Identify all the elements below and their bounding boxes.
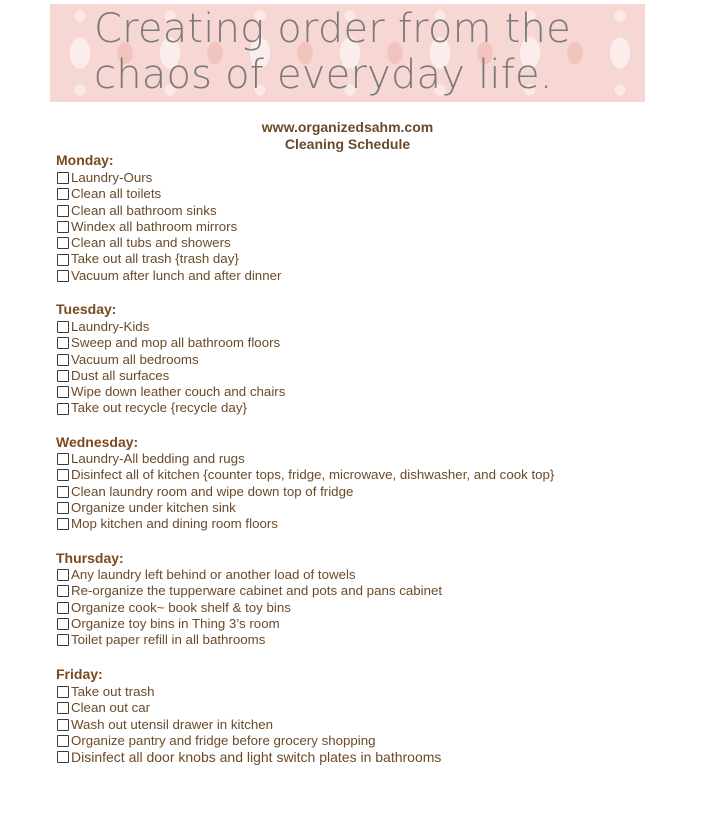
checkbox-icon[interactable] [57,469,69,481]
checkbox-icon[interactable] [57,518,69,530]
checkbox-icon[interactable] [57,321,69,333]
task-label: Re-organize the tupperware cabinet and pots and pans cabinet [71,583,443,599]
task-item [56,219,281,235]
task-item [56,467,554,483]
checkbox-icon[interactable] [57,634,69,646]
checkbox-icon[interactable] [57,486,69,498]
task-label: Take out all trash {trash day} [71,251,239,267]
day-heading-tuesday: Tuesday: [56,301,117,317]
task-label: Disinfect all of kitchen {counter tops, fridge, microwave, dishwasher, and cook top} [71,467,555,483]
checkbox-icon[interactable] [57,237,69,249]
task-label: Any laundry left behind or another load of towels [71,567,356,582]
task-label: Vacuum after lunch and after dinner [71,267,282,283]
task-label: Clean all bathroom sinks [71,202,217,218]
task-item [56,319,285,335]
task-item [56,733,441,749]
task-item [56,451,554,467]
checkbox-icon[interactable] [57,221,69,233]
day-heading-monday: Monday: [56,152,114,168]
checkbox-icon[interactable] [57,254,69,266]
day-heading-friday: Friday: [56,666,103,682]
task-label: Sweep and mop all bathroom floors [71,335,281,351]
checkbox-icon[interactable] [57,502,69,514]
checkbox-icon[interactable] [57,735,69,747]
checkbox-icon[interactable] [57,569,69,581]
task-label: Organize pantry and fridge before grocery shopping [71,732,376,748]
task-label: Mop kitchen and dining room floors [71,516,278,532]
task-item [56,684,441,700]
checkbox-icon[interactable] [57,686,69,698]
checkbox-icon[interactable] [57,453,69,465]
task-item [56,717,441,733]
task-label: Laundry-Ours [71,170,153,185]
checkbox-icon[interactable] [57,172,69,184]
banner-line-1: Creating order from the [94,6,571,52]
checkbox-icon[interactable] [57,386,69,398]
task-item [56,632,442,648]
task-label: Laundry-Kids [71,319,150,334]
task-item [56,700,441,716]
task-item [56,484,554,500]
checkbox-icon[interactable] [57,354,69,366]
task-item [56,203,281,219]
task-label: Take out recycle {recycle day} [71,400,247,416]
task-item [56,368,285,384]
task-label: Windex all bathroom mirrors [71,218,238,234]
task-item [56,186,281,202]
task-item [56,749,441,765]
task-item [56,516,554,532]
task-label: Dust all surfaces [71,367,170,383]
day-heading-thursday: Thursday: [56,550,124,566]
task-item [56,251,281,267]
banner-line-2: chaos of everyday life. [94,52,553,98]
document-title: Cleaning Schedule [284,136,411,152]
task-item [56,384,285,400]
task-item [56,170,281,186]
checkbox-icon[interactable] [57,370,69,382]
site-url: www.organizedsahm.com [261,119,434,135]
checkbox-icon[interactable] [57,337,69,349]
checkbox-icon[interactable] [57,719,69,731]
task-item [56,235,281,251]
checkbox-icon[interactable] [57,270,69,282]
task-list-tuesday [56,319,285,417]
task-label: Clean laundry room and wipe down top of fridge [71,483,354,499]
checkbox-icon[interactable] [57,585,69,597]
task-label: Organize cook~ book shelf & toy bins [71,599,291,615]
checkbox-icon[interactable] [57,751,69,763]
task-label: Clean all toilets [71,186,162,202]
task-item [56,335,285,351]
task-label: Vacuum all bedrooms [71,351,199,367]
task-item [56,500,554,516]
task-label: Clean out car [71,700,151,716]
task-list-thursday [56,567,442,648]
task-label: Organize under kitchen sink [71,499,236,515]
checkbox-icon[interactable] [57,602,69,614]
task-item [56,268,281,284]
document-header [0,119,695,153]
task-label: Wipe down leather couch and chairs [71,384,286,400]
checkbox-icon[interactable] [57,205,69,217]
task-label: Toilet paper refill in all bathrooms [71,632,266,648]
checkbox-icon[interactable] [57,618,69,630]
task-item [56,400,285,416]
task-label: Disinfect all door knobs and light switch plates in bathrooms [71,749,442,766]
task-item [56,616,442,632]
task-item [56,352,285,368]
task-item [56,583,442,599]
task-label: Take out trash [71,684,155,699]
task-list-wednesday [56,451,554,532]
task-label: Clean all tubs and showers [71,235,231,251]
task-label: Organize toy bins in Thing 3’s room [71,615,280,631]
banner [50,4,645,102]
task-label: Laundry-All bedding and rugs [71,451,245,466]
task-list-monday [56,170,281,284]
task-item [56,567,442,583]
checkbox-icon[interactable] [57,188,69,200]
day-heading-wednesday: Wednesday: [56,434,139,450]
task-item [56,600,442,616]
task-label: Wash out utensil drawer in kitchen [71,716,274,732]
checkbox-icon[interactable] [57,702,69,714]
task-list-friday [56,684,441,765]
checkbox-icon[interactable] [57,403,69,415]
